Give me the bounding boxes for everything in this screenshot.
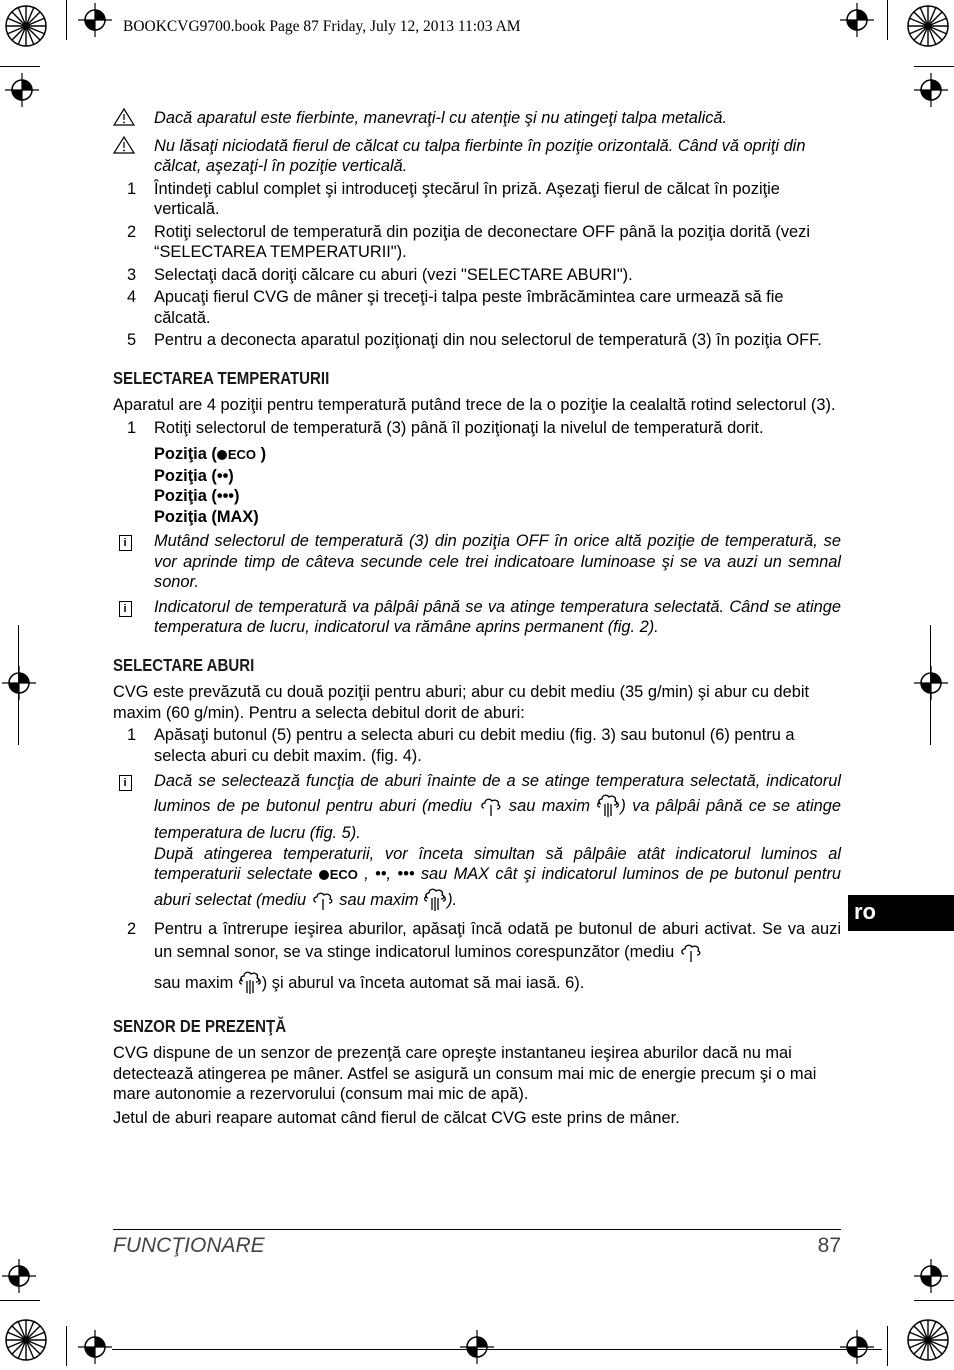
step-text: Selectaţi dacă doriţi călcare cu aburi (vezi "SELECTARE ABURI"). [154, 265, 633, 284]
info-i-icon: i [113, 531, 137, 552]
eco-icon: ECO [217, 445, 256, 466]
list-item: 2 Rotiţi selectorul de temperatură din poziţia de deconectare OFF până la poziţia dorită (vezi “SELECTAREA TEMPERATURII"). [127, 222, 810, 261]
note-text: Mutând selectorul de temperatură (3) din poziţia OFF în orice altă poziţie de temperatură, se vor aprinde timp de câteva secunde cele trei indicatoare luminoase şi se va auzi un semnal sonor. [154, 532, 841, 591]
step-text: Apucaţi fierul CVG de mâner şi treceţi-i talpa peste îmbrăcămintea care urmează să fie călcată. [154, 288, 784, 327]
list-item: 5 Pentru a deconecta aparatul poziţionaţi din nou selectorul de temperatură (3) în poziţia OFF. [127, 331, 822, 349]
footer-divider [113, 1229, 841, 1230]
section-paragraph: CVG dispune de un senzor de prezenţă care opreşte instantaneu ieşirea aburilor dacă nu mai detectează atingerea pe mâner. Astfel se asigură un consum mai mic de energie precum şi o mai mare autonomie a rezervorului (consum mai mic de apă). [113, 1044, 817, 1103]
crop-line [887, 1326, 888, 1366]
list-item: 1 Apăsaţi butonul (5) pentru a selecta aburi cu debit mediu (fig. 3) sau butonul (6) pentru a selecta aburi cu debit maxim. (fig. 4). [127, 726, 795, 765]
position-3: Poziţia (•••) [154, 487, 240, 505]
registration-mark-left-1 [5, 73, 39, 113]
page-content [113, 108, 841, 1128]
steam-max-icon [423, 886, 447, 918]
registration-mark-right-1 [914, 73, 948, 113]
list-item: 2 Pentru a întrerupe ieşirea aburilor, apăsaţi încă odată pe butonul de aburi activat. Se va auzi un semnal sonor, se va stinge indicatorul luminos corespunzător (mediu sau maxim ) şi aburul va înceta automat să mai iasă. 6). [113, 919, 841, 1001]
warning-note [113, 108, 841, 129]
step-text: Apăsaţi butonul (5) pentru a selecta aburi cu debit mediu (fig. 3) sau butonul (6) pentru a selecta aburi cu debit maxim. (fig. 4). [154, 726, 795, 765]
registration-mark-top-2 [840, 3, 874, 43]
warning-triangle-icon [113, 108, 137, 126]
warning-note [113, 136, 841, 177]
temperature-positions [113, 444, 841, 527]
section-heading-temperature: SELECTAREA TEMPERATURII [113, 367, 330, 388]
print-slug: BOOKCVG9700.book Page 87 Friday, July 12, 2013 11:03 AM [123, 18, 521, 35]
steam-max-icon [596, 792, 620, 824]
section-intro: CVG este prevăzută cu două poziţii pentru aburi; abur cu debit mediu (35 g/min) şi abur cu debit maxim (60 g/min). Pentru a selecta debitul dorit de aburi: [113, 683, 810, 722]
registration-mark-right-2 [914, 666, 948, 706]
page-number: 87 [817, 1234, 841, 1257]
step-text: Rotiţi selectorul de temperatură (3) până îl poziţionaţi la nivelul de temperatură dorit. [154, 418, 764, 437]
crop-line [887, 0, 888, 40]
info-i-icon: i [113, 771, 137, 792]
step-text: Întindeţi cablul complet şi introduceţi ştecărul în priză. Aşezaţi fierul de călcat în poziţie verticală. [154, 179, 780, 218]
position-eco: Poziţia ( ECO ) [154, 444, 841, 466]
section-paragraph: Jetul de aburi reapare automat când fierul de călcat CVG este prins de mâner. [113, 1108, 680, 1127]
warning-text: Dacă aparatul este fierbinte, manevraţi-l cu atenţie şi nu atingeţi talpa metalică. [154, 109, 728, 127]
step-text: Pentru a deconecta aparatul poziţionaţi din nou selectorul de temperatură (3) în poziţia OFF. [154, 331, 822, 349]
warning-text: Nu lăsaţi niciodată fierul de călcat cu talpa fierbinte în poziţie orizontală. Când vă opriţi din călcat, aşezaţi-l în poziţie verticală. [154, 136, 806, 175]
section-heading-sensor: SENZOR DE PREZENŢĂ [113, 1015, 287, 1036]
crop-line [18, 625, 19, 745]
list-item: 1 Rotiţi selectorul de temperatură (3) până îl poziţionaţi la nivelul de temperatură dorit. [127, 418, 764, 437]
crop-line [0, 1300, 40, 1301]
info-note [113, 531, 841, 593]
language-tab: ro [848, 895, 954, 931]
steam-medium-icon [679, 940, 703, 970]
color-star-mark-bottom-left [5, 1319, 47, 1367]
section-heading-steam: SELECTARE ABURI [113, 654, 255, 675]
steam-max-icon [238, 969, 262, 1001]
crop-line [112, 1349, 882, 1350]
position-2: Poziţia (••) [154, 466, 234, 485]
list-item: 3 Selectaţi dacă doriţi călcare cu aburi (vezi "SELECTARE ABURI"). [127, 265, 633, 284]
info-note: i Dacă se selectează funcţia de aburi înainte de a se atinge temperatura selectată, indicatorul luminos de pe butonul pentru aburi (mediu sau maxim ) va pâlpâi până ce se atinge temperatura de lucru (fig. 5). După atingerea temperaturii, vor înceta simultan să pâlpâie atât indicatorul luminos al temperaturii selectate ECO , ••, ••• sau MAX cât şi indicatorul luminos de pe butonul pentru aburi selectat (mediu sau maxim ). [113, 771, 841, 917]
registration-mark-left-2 [2, 666, 36, 706]
color-star-mark-top-left [5, 5, 47, 53]
registration-mark-top-1 [78, 3, 112, 43]
steam-medium-icon [479, 794, 503, 824]
crop-line [914, 66, 954, 67]
registration-mark-right-3 [914, 1259, 948, 1299]
section-intro: Aparatul are 4 poziţii pentru temperatură putând trece de la o poziţie la cealaltă rotind selectorul (3). [113, 396, 836, 414]
registration-mark-left-3 [2, 1259, 36, 1299]
eco-icon: ECO [319, 865, 358, 886]
list-item: 4 Apucaţi fierul CVG de mâner şi treceţi-i talpa peste îmbrăcămintea care urmează să fie călcată. [127, 288, 784, 327]
warning-triangle-icon [113, 136, 137, 154]
color-star-mark-bottom-right [907, 1319, 949, 1367]
color-star-mark-top-right [907, 5, 949, 53]
crop-line [66, 0, 67, 40]
footer-section-title: FUNCŢIONARE [113, 1234, 265, 1257]
note-text: Indicatorul de temperatură va pâlpâi până se va atinge temperatura selectată. Când se atinge temperatura de lucru, indicatorul va rămâne aprins permanent (fig. 2). [154, 597, 841, 636]
position-max: Poziţia (MAX) [154, 507, 259, 526]
steam-medium-icon [311, 888, 335, 918]
info-note [113, 597, 841, 638]
list-item: 1 Întindeţi cablul complet şi introduceţi ştecărul în priză. Aşezaţi fierul de călcat în poziţie verticală. [127, 179, 780, 218]
crop-line [930, 625, 931, 745]
crop-line [914, 1300, 954, 1301]
crop-line [0, 66, 40, 67]
info-i-icon: i [113, 597, 137, 618]
registration-mark-bottom-1 [78, 1330, 112, 1370]
crop-line [66, 1326, 67, 1366]
step-text: Rotiţi selectorul de temperatură din poziţia de deconectare OFF până la poziţia dorită (vezi “SELECTAREA TEMPERATURII"). [154, 222, 810, 261]
